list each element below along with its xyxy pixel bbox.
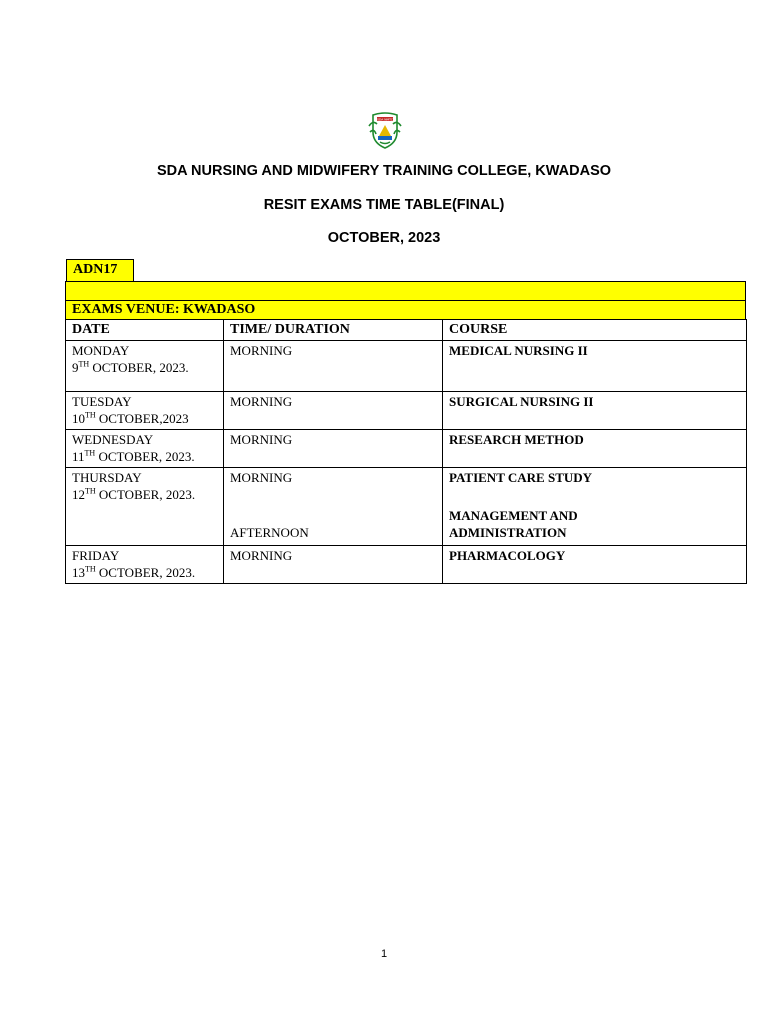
date-cell — [66, 546, 224, 584]
date-label: 12TH OCTOBER, 2023. — [72, 486, 196, 502]
day-label: FRIDAY — [72, 548, 120, 563]
time-afternoon: AFTERNOON — [230, 525, 309, 540]
highlight-band — [65, 281, 746, 301]
date-cell — [66, 392, 224, 430]
time-cell: MORNING — [224, 430, 443, 468]
column-header-time: TIME/ DURATION — [224, 320, 443, 341]
date-label: 11TH OCTOBER, 2023. — [72, 448, 195, 464]
document-title: RESIT EXAMS TIME TABLE(FINAL) — [263, 197, 505, 213]
course-cell: RESEARCH METHOD — [443, 430, 747, 468]
date-cell — [66, 430, 224, 468]
column-header-date: DATE — [66, 320, 224, 341]
time-cell: MORNING — [224, 341, 443, 392]
table-header-row — [66, 320, 747, 341]
exam-period: OCTOBER, 2023 — [327, 230, 441, 246]
table-row — [66, 430, 747, 468]
course-cell: PHARMACOLOGY — [443, 546, 747, 584]
course-morning: PATIENT CARE STUDY — [449, 470, 593, 485]
column-header-course: COURSE — [443, 320, 747, 341]
time-cell — [224, 468, 443, 546]
day-label: TUESDAY — [72, 394, 132, 409]
venue-label: EXAMS VENUE: KWADASO — [72, 302, 256, 317]
course-afternoon-line1: MANAGEMENT AND — [449, 508, 578, 523]
class-code-box — [66, 259, 134, 281]
table-row — [66, 341, 747, 392]
date-cell — [66, 468, 224, 546]
table-row — [66, 546, 747, 584]
day-label: THURSDAY — [72, 470, 142, 485]
course-cell: SURGICAL NURSING II — [443, 392, 747, 430]
time-morning: MORNING — [230, 470, 293, 485]
logo-lettering: SDA NMTC — [377, 117, 393, 122]
college-name: SDA NURSING AND MIDWIFERY TRAINING COLLEGE, KWADASO — [156, 163, 612, 179]
day-label: WEDNESDAY — [72, 432, 154, 447]
course-cell: MEDICAL NURSING II — [443, 341, 747, 392]
date-label: 10TH OCTOBER,2023 — [72, 410, 189, 426]
date-cell — [66, 341, 224, 392]
day-label: MONDAY — [72, 343, 130, 358]
college-logo — [367, 112, 403, 150]
table-row — [66, 392, 747, 430]
timetable — [65, 319, 747, 584]
time-cell: MORNING — [224, 546, 443, 584]
course-cell — [443, 468, 747, 546]
time-cell: MORNING — [224, 392, 443, 430]
venue-row — [65, 300, 746, 320]
page-number: 1 — [380, 948, 388, 960]
date-label: 13TH OCTOBER, 2023. — [72, 564, 196, 580]
class-code: ADN17 — [73, 262, 118, 277]
course-afternoon-line2: ADMINISTRATION — [449, 525, 567, 540]
date-label: 9TH OCTOBER, 2023. — [72, 359, 189, 375]
table-row — [66, 468, 747, 546]
